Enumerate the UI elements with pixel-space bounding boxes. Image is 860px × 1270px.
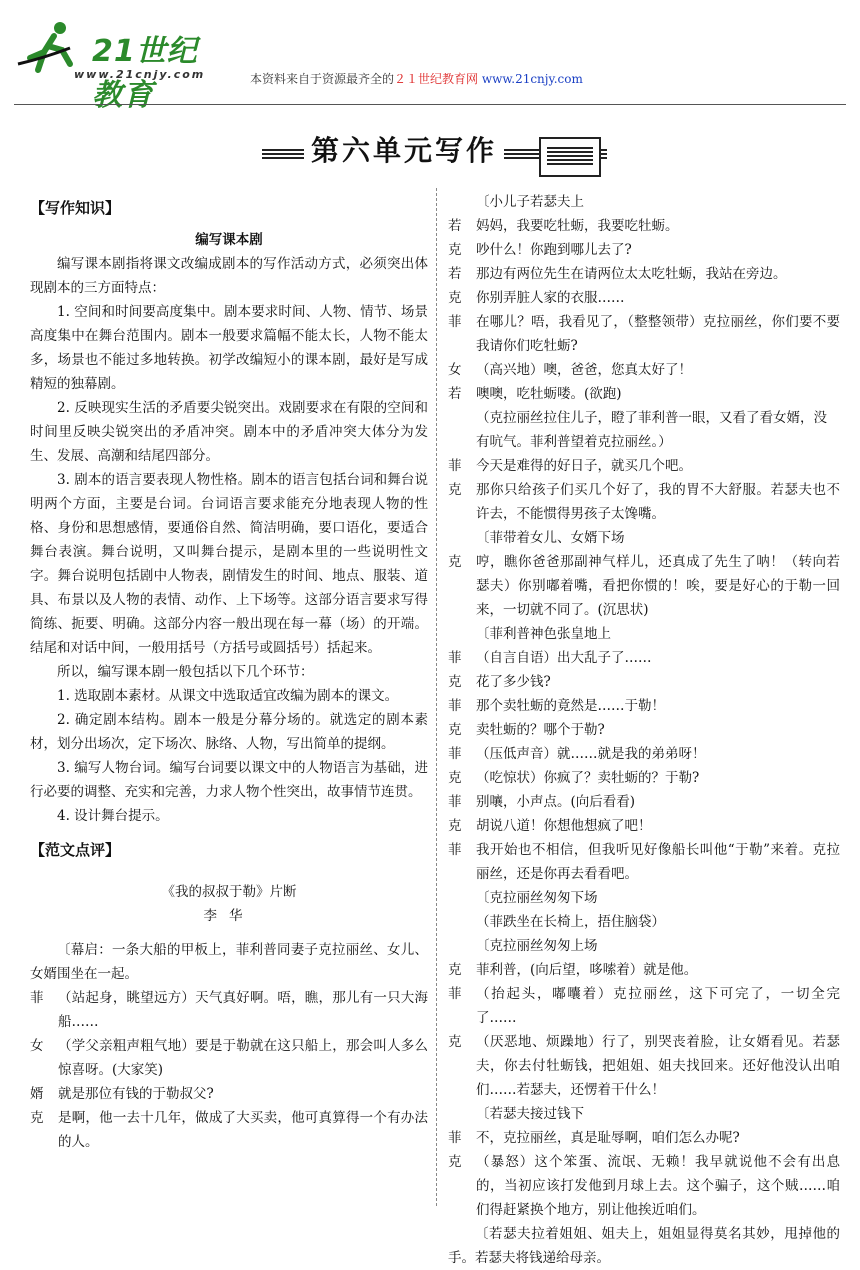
dialogue-line (448, 694, 840, 718)
dialogue-line (448, 646, 840, 670)
line-text: （自言自语）出大乱子了…… (476, 650, 652, 666)
stage-direction: 〔克拉丽丝匆匆上场 (476, 938, 598, 954)
line-text: （抬起头，嘟囔着）克拉丽丝，这下可完了，一切全完了…… (476, 986, 840, 1026)
stage-direction: （菲跌坐在长椅上，捂住脑袋） (476, 914, 665, 930)
dialogue-line (448, 670, 840, 694)
speaker: 女 (30, 1038, 44, 1054)
line-text: （学父亲粗声粗气地）要是于勒就在这只船上，那会叫人多么惊喜呀。(大家笑) (58, 1038, 428, 1078)
paragraph: 所以，编写课本剧一般包括以下几个环节： (57, 664, 314, 680)
line-text: 那边有两位先生在请两位太太吃牡蛎，我站在旁边。 (476, 266, 787, 282)
piece-title: 《我的叔叔于勒》片断 (161, 884, 297, 900)
dialogue-line (448, 310, 840, 358)
line-text: 胡说八道！你想他想疯了吧！ (476, 818, 652, 834)
right-column (448, 190, 840, 1270)
paragraph: 编写课本剧指将课文改编成剧本的写作活动方式，必须突出体现剧本的三方面特点： (30, 256, 428, 296)
knowledge-paragraphs (30, 252, 428, 828)
dialogue-line (448, 742, 840, 766)
dialogue-line (448, 454, 840, 478)
dialogue-line (448, 982, 840, 1030)
paragraph: 3. 编写人物台词。编写台词要以课文中的人物语言为基础，进行必要的调整、充实和完善，力求人物个性突出，故事情节连贯。 (30, 760, 428, 800)
page-header (0, 0, 860, 113)
column-divider (436, 188, 437, 1206)
dialogue-line (448, 478, 840, 526)
speaker: 菲 (448, 746, 462, 762)
speaker: 克 (448, 290, 462, 306)
paragraph: 4. 设计舞台提示。 (57, 808, 169, 824)
line-text: （站起身，眺望远方）天气真好啊。唔，瞧，那儿有一只大海船…… (58, 990, 428, 1030)
paragraph: 3. 剧本的语言要表现人物性格。剧本的语言包括台词和舞台说明两个方面，主要是台词。台词语言要求能充分地表现人物的性格、身份和思想感情，要通俗自然、简洁明确，要口语化，要适合舞台表演。舞台说明，又叫舞台提示，是剧本里的一些说明性文字。舞台说明包括剧中人物表，剧情发生的时间、地点、服装、道具、布景以及人物的表情、动作、上下场等。这部分语言要求写得简练、扼要、明确。这部分内容一般出现在每一幕（场）的开端。结尾和对话中间，一般用括号（方括号或圆括号）括起来。 (30, 472, 428, 656)
speaker: 克 (448, 242, 462, 258)
source-site[interactable]: ２１世纪教育网 (394, 72, 479, 86)
speaker: 克 (448, 482, 462, 498)
line-text: 菲利普，(向后望，哆嗦着）就是他。 (476, 962, 698, 978)
dialogue-line (448, 790, 840, 814)
piece-author: 李华 (203, 908, 255, 924)
line-text: 是啊，他一去十几年，做成了大买卖，他可真算得一个有办法的人。 (58, 1110, 428, 1150)
stage-direction: 〔若瑟夫拉着姐姐、姐夫上，姐姐显得莫名其妙，甩掉他的手。若瑟夫将钱递给母亲。 (448, 1226, 840, 1266)
dialogue-line (448, 958, 840, 982)
site-logo (14, 18, 224, 113)
dialogue-line (30, 986, 428, 1034)
dialogue-line (448, 214, 840, 238)
line-text: 哼，瞧你爸爸那副神气样儿，还真成了先生了呐！（转向若瑟夫）你别嘟着嘴，看把你惯的！唉，要是好心的于勒一回来，一切就不同了。(沉思状) (476, 554, 840, 618)
line-text: （暴怒）这个笨蛋、流氓、无赖！我早就说他不会有出息的，当初应该打发他到月球上去。这个骗子，这个贼……咱们得赶紧换个地方，别让他挨近咱们。 (476, 1154, 840, 1218)
speaker: 克 (30, 1110, 44, 1126)
paragraph: 1. 选取剧本素材。从课文中选取适宜改编为剧本的课文。 (57, 688, 399, 704)
line-text: 那个卖牡蛎的竟然是……于勒！ (476, 698, 665, 714)
speaker: 菲 (448, 794, 462, 810)
speaker: 若 (448, 386, 462, 402)
line-text: 别嚷，小声点。(向后看看) (476, 794, 636, 810)
line-text: 花了多少钱? (476, 674, 551, 690)
line-text: 妈妈，我要吃牡蛎，我要吃牡蛎。 (476, 218, 679, 234)
left-dialogue (30, 986, 428, 1154)
source-prefix: 本资料来自于资源最齐全的 (250, 72, 395, 86)
stage-direction: 〔小儿子若瑟夫上 (476, 194, 584, 210)
dialogue-line (30, 1034, 428, 1082)
line-text: 吵什么！你跑到哪儿去了? (476, 242, 632, 258)
speaker: 菲 (448, 1130, 462, 1146)
speaker: 克 (448, 554, 462, 570)
speaker: 克 (448, 1034, 462, 1050)
dialogue-line (448, 718, 840, 742)
paragraph: 2. 反映现实生活的矛盾要尖锐突出。戏剧要求在有限的空间和时间里反映尖锐突出的矛盾冲突。剧本中的矛盾冲突大体分为发生、发展、高潮和结尾四部分。 (30, 400, 428, 464)
stage-direction: （克拉丽丝拉住儿子，瞪了菲利普一眼，又看了看女婿，没有吭气。菲利普望着克拉丽丝。） (476, 410, 827, 450)
line-text: 不，克拉丽丝，真是耻辱啊，咱们怎么办呢? (476, 1130, 740, 1146)
banner-title: 第六单元写作 (304, 129, 504, 167)
dialogue-line (448, 550, 840, 622)
speaker: 菲 (30, 990, 44, 1006)
speaker: 若 (448, 266, 462, 282)
source-line (250, 70, 583, 87)
speaker: 克 (448, 818, 462, 834)
section-heading-knowledge: 【写作知识】 (30, 199, 121, 217)
dialogue-line (448, 814, 840, 838)
knowledge-subtitle: 编写课本剧 (195, 232, 263, 248)
line-text: （压低声音）就……就是我的弟弟呀！ (476, 746, 706, 762)
speaker: 女 (448, 362, 462, 378)
stage-direction: 〔菲带着女儿、女婿下场 (476, 530, 625, 546)
speaker: 克 (448, 1154, 462, 1170)
dialogue-line (448, 382, 840, 406)
right-dialogue (448, 190, 840, 1270)
stage-direction: 〔若瑟夫接过钱下 (476, 1106, 584, 1122)
line-text: （厌恶地、烦躁地）行了，别哭丧着脸，让女婿看见。若瑟夫，你去付牡蛎钱，把姐姐、姐夫找回来。还好他没认出咱们……若瑟夫，还愣着干什么！ (476, 1034, 840, 1098)
dialogue-line (448, 1030, 840, 1102)
dialogue-line (448, 286, 840, 310)
line-text: 卖牡蛎的？哪个于勒? (476, 722, 605, 738)
paragraph: 2. 确定剧本结构。剧本一般是分幕分场的。就选定的剧本素材，划分出场次，定下场次、脉络、人物，写出简单的提纲。 (30, 712, 428, 752)
stage-direction: 〔克拉丽丝匆匆下场 (476, 890, 598, 906)
dialogue-line (448, 766, 840, 790)
speaker: 克 (448, 722, 462, 738)
speaker: 菲 (448, 314, 462, 330)
line-text: 噢噢，吃牡蛎喽。(欲跑) (476, 386, 622, 402)
line-text: 我开始也不相信，但我听见好像船长叫他“于勒”来着。克拉丽丝，还是你再去看看吧。 (476, 842, 840, 882)
dialogue-line (448, 358, 840, 382)
logo-url: www.21cnjy.com (74, 68, 206, 81)
dialogue-line (30, 1106, 428, 1154)
line-text: 你别弄脏人家的衣服…… (476, 290, 625, 306)
unit-banner (262, 127, 607, 175)
line-text: （吃惊状）你疯了？卖牡蛎的？于勒? (476, 770, 700, 786)
stage-direction: 〔菲利普神色张皇地上 (476, 626, 611, 642)
speaker: 菲 (448, 842, 462, 858)
header-divider (14, 104, 846, 105)
section-heading-sample: 【范文点评】 (30, 841, 121, 859)
speaker: 婿 (30, 1086, 44, 1102)
dialogue-line (30, 1082, 428, 1106)
speaker: 若 (448, 218, 462, 234)
left-column (30, 196, 428, 1154)
speaker: 克 (448, 674, 462, 690)
paragraph: 1. 空间和时间要高度集中。剧本要求时间、人物、情节、场景高度集中在舞台范围内。剧本一般要求篇幅不能太长，人物不能太多，场景也不能过多地转换。初学改编短小的课本剧，最好是写成精短的独幕剧。 (30, 304, 428, 392)
speaker: 克 (448, 962, 462, 978)
speaker: 菲 (448, 458, 462, 474)
source-url-link[interactable]: www.21cnjy.com (481, 72, 583, 86)
dialogue-line (448, 238, 840, 262)
dialogue-line (448, 838, 840, 886)
speaker: 菲 (448, 650, 462, 666)
line-text: （高兴地）噢，爸爸，您真太好了！ (476, 362, 692, 378)
speaker: 菲 (448, 986, 462, 1002)
opening-stage-direction: 〔幕启：一条大船的甲板上，菲利普同妻子克拉丽丝、女儿、女婿围坐在一起。 (30, 942, 428, 982)
line-text: 就是那位有钱的于勒叔父? (58, 1086, 214, 1102)
logo-text: 21世纪教育 (92, 34, 198, 113)
dialogue-line (448, 262, 840, 286)
line-text: 今天是难得的好日子，就买几个吧。 (476, 458, 692, 474)
speaker: 菲 (448, 698, 462, 714)
banner-box-icon (539, 137, 601, 177)
dialogue-line (448, 1126, 840, 1150)
speaker: 克 (448, 770, 462, 786)
line-text: 那你只给孩子们买几个好了，我的胃不大舒服。若瑟夫也不许去，不能惯得男孩子太馋嘴。 (476, 482, 840, 522)
dialogue-line (448, 1150, 840, 1222)
line-text: 在哪儿？唔，我看见了，（整整领带）克拉丽丝，你们要不要我请你们吃牡蛎? (476, 314, 840, 354)
